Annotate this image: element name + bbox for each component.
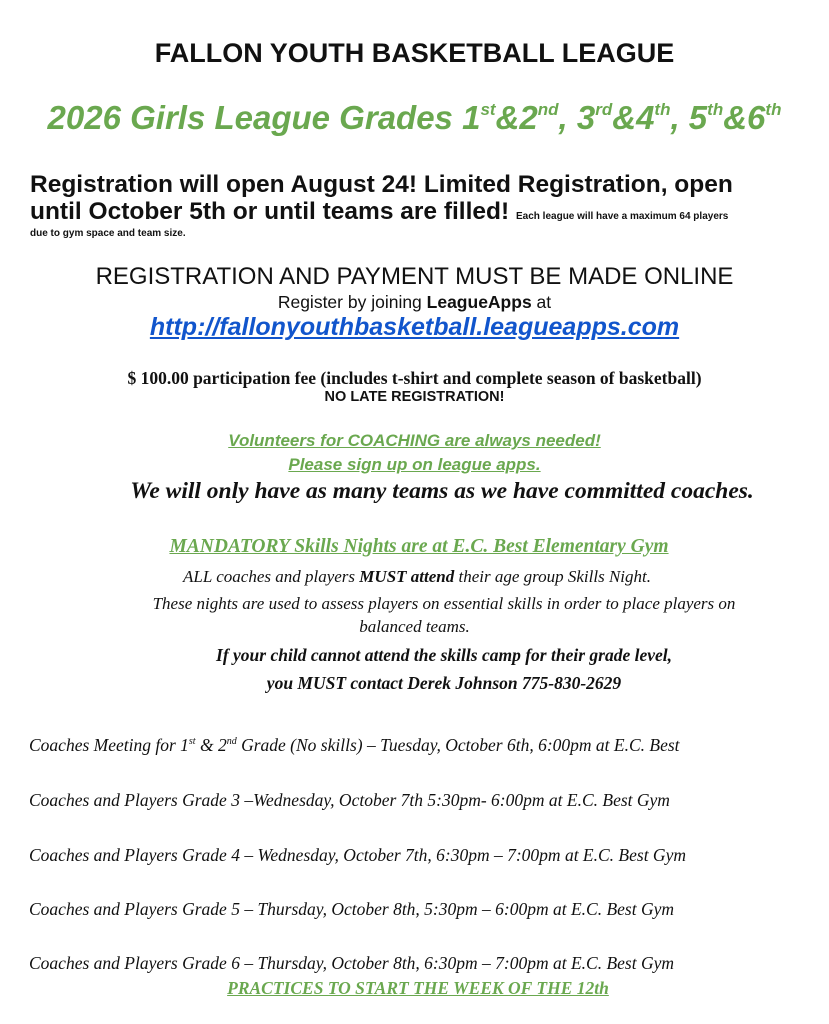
skills-attendance-suffix: their age group Skills Night. (454, 567, 651, 586)
schedule-coaches-meeting (29, 735, 680, 756)
join-suffix: at (531, 292, 552, 312)
committed-coaches-note: We will only have as many teams as we have committed coaches. (130, 478, 754, 504)
schedule-text: & 2 (195, 735, 227, 755)
participation-fee: $ 100.00 participation fee (includes t-shirt and complete season of basketball) (127, 368, 702, 388)
registration-line-3: due to gym space and team size. (30, 228, 186, 239)
subtitle-text: , 5 (670, 99, 708, 136)
schedule-text: Coaches Meeting for 1 (29, 735, 189, 755)
subtitle-sup: nd (537, 100, 559, 119)
subtitle-sup: st (480, 100, 496, 119)
registration-max-players-note: Each league will have a maximum 64 players (516, 211, 729, 222)
no-late-registration: NO LATE REGISTRATION! (324, 389, 505, 405)
schedule-grade-3: Coaches and Players Grade 3 –Wednesday, October 7th 5:30pm- 6:00pm at E.C. Best Gym (29, 790, 670, 810)
registration-line-2 (30, 198, 728, 226)
registration-line-1: Registration will open August 24! Limited Registration, open (30, 171, 733, 198)
join-instructions (0, 292, 829, 313)
join-leagueapps: LeagueApps (426, 292, 532, 312)
practices-start-note: PRACTICES TO START THE WEEK OF THE 12th (227, 978, 609, 998)
schedule-grade-4: Coaches and Players Grade 4 – Wednesday, October 7th, 6:30pm – 7:00pm at E.C. Best Gym (29, 845, 686, 865)
skills-assessment-line-2: balanced teams. (359, 617, 470, 636)
online-heading: REGISTRATION AND PAYMENT MUST BE MADE ONLINE (95, 263, 734, 290)
subtitle-text: , 3 (558, 99, 596, 136)
registration-line-2-main: until October 5th or until teams are filled! (30, 198, 510, 225)
schedule-sup: st (188, 736, 196, 747)
schedule-sup: nd (226, 736, 237, 747)
skills-assessment-line-1: These nights are used to assess players on essential skills in order to place players on (152, 594, 736, 613)
skills-contact-line-2: you MUST contact Derek Johnson 775-830-2629 (266, 673, 622, 693)
subtitle-sup: th (765, 100, 782, 119)
volunteers-needed: Volunteers for COACHING are always needed! (228, 431, 601, 450)
league-subtitle (0, 99, 829, 137)
subtitle-sup: th (707, 100, 724, 119)
subtitle-text: &2 (495, 99, 538, 136)
skills-attendance (0, 567, 829, 587)
subtitle-sup: rd (595, 100, 613, 119)
schedule-grade-6: Coaches and Players Grade 6 – Thursday, October 8th, 6:30pm – 7:00pm at E.C. Best Gym (29, 953, 675, 973)
subtitle-sup: th (654, 100, 671, 119)
subtitle-text: &4 (612, 99, 655, 136)
schedule-text: Grade (No skills) – Tuesday, October 6th, 6:00pm at E.C. Best (236, 735, 680, 755)
skills-contact-line-1: If your child cannot attend the skills camp for their grade level, (216, 645, 672, 665)
subtitle-text: &6 (723, 99, 766, 136)
skills-attendance-bold: MUST attend (359, 567, 455, 586)
skills-attendance-prefix: ALL coaches and players (183, 567, 360, 586)
schedule-grade-5: Coaches and Players Grade 5 – Thursday, October 8th, 5:30pm – 6:00pm at E.C. Best Gym (29, 899, 675, 919)
join-prefix: Register by joining (277, 292, 427, 312)
subtitle-text: 2026 Girls League Grades 1 (47, 99, 481, 136)
skills-nights-heading: MANDATORY Skills Nights are at E.C. Best Elementary Gym (169, 536, 669, 557)
volunteers-signup: Please sign up on league apps. (288, 455, 541, 474)
registration-link[interactable]: http://fallonyouthbasketball.leagueapps.com (149, 313, 680, 341)
league-title: FALLON YOUTH BASKETBALL LEAGUE (154, 38, 675, 68)
